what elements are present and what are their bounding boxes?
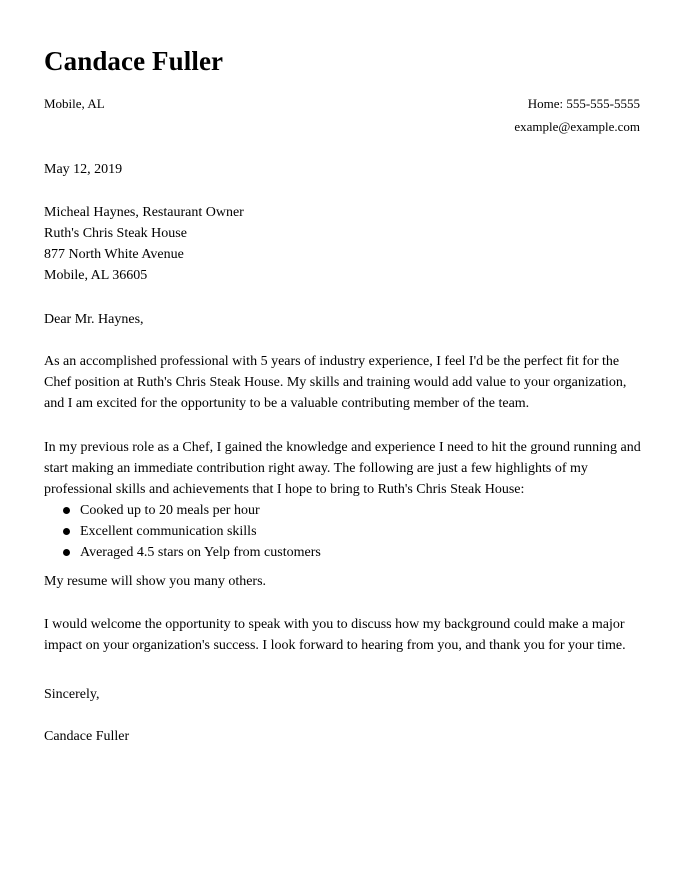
recipient-line: 877 North White Avenue [44, 247, 184, 262]
contact-info [514, 95, 640, 141]
recipient-line: Micheal Haynes, Restaurant Owner [44, 205, 244, 220]
highlight-text: Excellent communication skills [80, 524, 257, 539]
closing-salutation: Sincerely, [44, 687, 100, 702]
letter-date: May 12, 2019 [44, 162, 123, 177]
list-item [44, 521, 321, 542]
email-address: example@example.com [514, 119, 640, 134]
applicant-city: Mobile, AL [44, 96, 105, 111]
list-item [44, 500, 321, 521]
applicant-name: Candace Fuller [44, 46, 224, 76]
closing-paragraph: I would welcome the opportunity to speak with you to discuss how my background could make a major impact on your organization's success. I look forward to hearing from you, and thank you for your time. [44, 617, 626, 653]
list-item [44, 542, 321, 563]
intro-paragraph: As an accomplished professional with 5 years of industry experience, I feel I'd be the perfect fit for the Chef position at Ruth's Chris Steak House. My skills and training would add value to your organization, and I am excited for the opportunity to be a valuable contributing member of the team. [44, 354, 627, 411]
recipient-line: Mobile, AL 36605 [44, 268, 148, 283]
signature-name: Candace Fuller [44, 729, 130, 744]
phone-number: Home: 555-555-5555 [527, 96, 640, 111]
highlight-text: Cooked up to 20 meals per hour [80, 503, 260, 518]
highlight-text: Averaged 4.5 stars on Yelp from customers [80, 545, 321, 560]
recipient-address [44, 202, 644, 286]
bullet-icon [63, 507, 70, 514]
bullet-icon [63, 528, 70, 535]
recipient-line: Ruth's Chris Steak House [44, 226, 187, 241]
salutation: Dear Mr. Haynes, [44, 312, 144, 327]
bullet-icon [63, 549, 70, 556]
experience-paragraph: In my previous role as a Chef, I gained the knowledge and experience I need to hit the ground running and start making an immediate contribution right away. The following are just a few highlights of my professional skills and achievements that I hope to bring to Ruth's Chris Steak House: [44, 440, 641, 497]
highlights-list [44, 500, 321, 563]
resume-line: My resume will show you many others. [44, 574, 267, 589]
